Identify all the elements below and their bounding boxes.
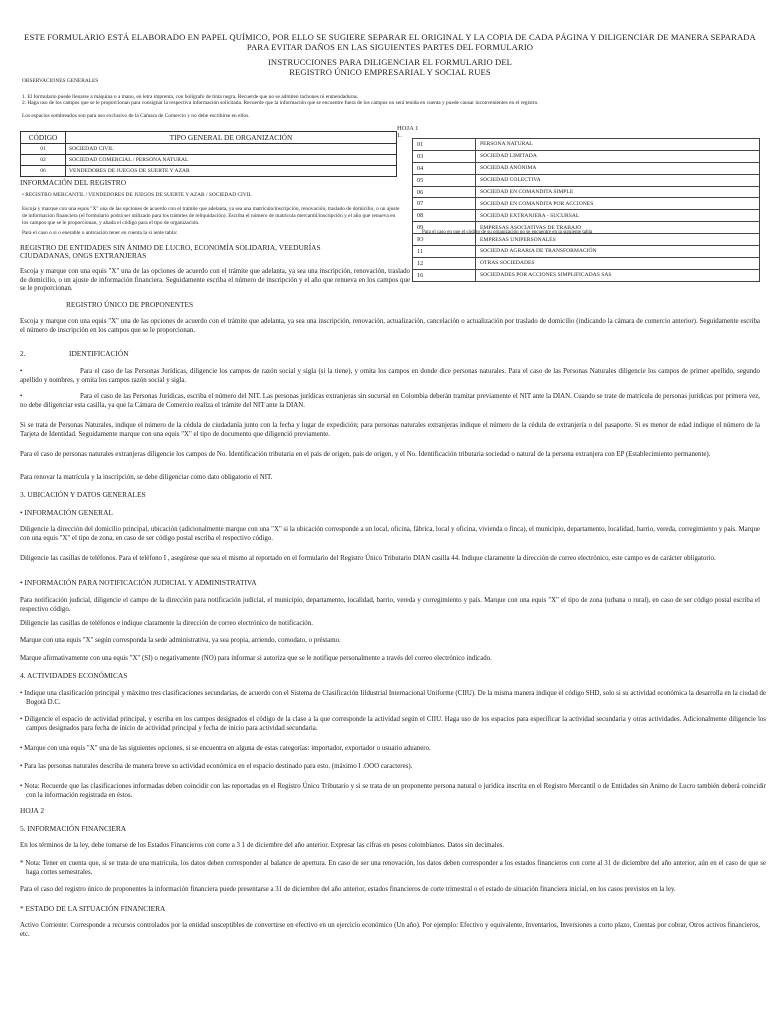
- rup-heading: REGISTRO ÚNICO DE PROPONENTES: [66, 300, 194, 309]
- row-label: SOCIEDAD LIMITADA: [476, 150, 760, 162]
- row-label: SOCIEDADES POR ACCIONES SIMPLIFICADAS SAS: [476, 269, 760, 281]
- observaciones-heading: OBSERVACIONES GENERALES: [22, 78, 99, 84]
- row-label: SOCIEDAD AGRARIA DE TRANSFORMACIÓN: [476, 246, 760, 258]
- table-row: [413, 174, 760, 186]
- table-row: [413, 150, 760, 162]
- informacion-general-subheading: • INFORMACIÓN GENERAL: [20, 508, 113, 517]
- info-registro-bullet: • REGISTRO MERCANTIL / VENDEDORES DE JUEGOS DE SUERTE Y AZAR / SOCIEDAD CIVIL: [22, 192, 252, 198]
- page-title-line-2: REGISTRO ÚNICO EMPRESARIAL Y SOCIAL RUES: [289, 67, 491, 77]
- column-header-tipo: TIPO GENERAL DE ORGANIZACIÓN: [66, 132, 397, 144]
- esal-heading-line-1: REGISTRO DE ENTIDADES SIN ÁNIMO DE LUCRO, ECONOMÍA SOLIDARIA, VEEDURÍAS: [20, 243, 321, 252]
- table-row: [413, 257, 760, 269]
- row-code: IO: [413, 234, 476, 246]
- table-row: [413, 162, 760, 174]
- row-code: 11: [413, 246, 476, 258]
- notificacion-subheading: • INFORMACIÓN PARA NOTIFICACIÓN JUDICIAL Y ADMINISTRATIVA: [20, 578, 257, 587]
- row-label: SOCIEDAD EN COMANDITA POR ACCIONES: [476, 198, 760, 210]
- row-code: 12: [413, 257, 476, 269]
- page-title-line-1: INSTRUCCIONES PARA DILIGENCIAR EL FORMULARIO DEL: [267, 57, 513, 67]
- row-code: 04: [413, 162, 476, 174]
- rup-paragraph: Escoja y marque con una equis "X" una de las opciones de acuerdo con el trámite que adelanta, ya sea una inscripción, renovación, actualización, cancelación o actualización por traslado de domicilio (indicando la cámara de comercio anterior). Seguidamente escriba el número de inscripción en los campos que se le proporcionan.: [20, 318, 760, 334]
- identificacion-paragraph-3: Si se trata de Personas Naturales, indique el número de la cédula de ciudadanía junto con la fecha y lugar de expedición; para personas naturales extranjeras indique el número de la cédula de extranjería o del pasaporte. Si es menor de edad indique el número de la Tarjeta de Identidad. Seguidamente marque con una equis "X" el tipo de documento que diligenció previamente.: [20, 422, 760, 438]
- hoja-2-label: HOJA 2: [20, 806, 45, 815]
- financiera-heading: 5. INFORMACIÓN FINANCIERA: [20, 824, 127, 833]
- ubicacion-paragraph-1: Diligencie la dirección del domicilio principal, ubicación (adicionalmente marque con una "X" si la ubicación corresponde a un local, oficina, fábrica, local y oficina, vivienda o finca), el municipio, departamento, localidad, barrio, vereda, corregimiento y país. Marque con una equis "X" el tipo de zona, en caso de ser código postal escriba el respectivo código.: [20, 526, 760, 542]
- row-label: SOCIEDAD EXTRANJERA - SUCURSAL: [476, 210, 760, 222]
- row-label: OTRAS SOCIEDADES: [476, 257, 760, 269]
- ubicacion-paragraph-5: Marque con una equis "X" según corresponda la sede administrativa, ya sea propia, arriendo, comodato, o préstamo.: [20, 637, 341, 644]
- row-label: VENDEDORES DE JUEGOS DE SUERTE Y AZAR: [66, 166, 397, 177]
- ubicacion-paragraph-6: Marque afirmativamente con una equis "X" (SI) o negativamente (NO) para informar si autoriza que se le notifique personalmente a través del correo electrónico indicado.: [20, 655, 492, 662]
- hoja-1-number: 1.: [397, 132, 402, 139]
- table-row: [413, 139, 760, 151]
- identificacion-heading: IDENTIFICACIÓN: [69, 349, 129, 358]
- identificacion-number: 2.: [20, 349, 26, 358]
- observaciones-note: Los espacios sombreados son para uso exclusivo de la Cámara de Comercio y no debe escribirse en ellos.: [22, 113, 250, 119]
- row-code: 01: [21, 144, 66, 155]
- row-code: 08: [413, 210, 476, 222]
- row-code: 06: [413, 186, 476, 198]
- actividades-bullet-4: • Para las personas naturales describa de manera breve su actividad económica en el espacio destinado para esto. (máximo I .OOO caracteres).: [20, 763, 413, 770]
- table-header-row: [21, 132, 397, 144]
- row-label: EMPRESAS ASOCIATIVAS DE TRABAJO: [476, 222, 760, 234]
- bullet-glyph: •: [20, 368, 23, 375]
- financiera-paragraph-1: En los términos de la ley, debe tomarse de los Estados Financieros con corte a 3 1 de diciembre del año anterior. Expresar las cifras en pesos colombianos. Datos sin decimales.: [20, 842, 505, 849]
- row-label: SOCIEDAD COLECTIVA: [476, 174, 760, 186]
- actividades-bullet-1: • Indique una clasificación principal y máximo tres clasificaciones secundarias, de acuerdo con el Sistema de Clasificación Iildustrial Internacional Uniforme (CIIU). De la misma manera indique el código SHD, solo si su actividad económica la desarrolla en la ciudad de Bogotá D.C.: [20, 690, 766, 706]
- actividades-bullet-3: • Marque con una equis "X" una de las siguientes opciones, si se encuentra en alguna de estas categorías: importador, exportador o usuario aduanero.: [20, 745, 431, 752]
- table-row: [413, 210, 760, 222]
- row-code: 07: [413, 198, 476, 210]
- info-registro-table-hint: Para el caso o si o enerable o anticación tener en cuenta la si iente tabla:: [22, 230, 178, 236]
- info-registro-paragraph: Escoja y marque con una equis "X" una de las opciones de acuerdo con el trámite que adelanta, ya sea una matrícula/inscripción, renovación, traslado de domicilio, o un ajuste de información financiera (el formulario podrá ser utilizado para los trámites de reliquidación). Escriba el número de matrícula mercantil/inscripción y el año que renueva en los campos que se le proporcionan, y añada el código para el tipo de organización.: [22, 206, 400, 226]
- row-label: SOCIEDAD CIVIL: [66, 144, 397, 155]
- estado-situacion-subheading: * ESTADO DE LA SITUACIÓN FINANCIERA: [20, 904, 166, 913]
- ubicacion-paragraph-3: Para notificación judicial, diligencie el campo de la dirección para notificación judicial, el municipio, departamento, localidad, barrio, vereda y corregimiento y país. Marque con una equis "X" el tipo de zona (urbana o rural), en caso de ser código postal escriba el respectivo código.: [20, 597, 760, 613]
- organization-type-table: [20, 131, 397, 177]
- info-registro-heading: INFORMACIÓN DEL REGISTRO: [20, 178, 127, 187]
- ubicacion-paragraph-4: Diligencie las casillas de teléfonos e indique claramente la dirección de correo electrónico de notificación.: [20, 620, 313, 627]
- actividades-bullet-2: • Diligencie el espacio de actividad principal, y escriba en los campos designados el código de la clase a la que corresponde la actividad según el CIIU. Haga uso de los espacios para especificar la actividad secundaria y otras actividades. Adicionalmente diligencie los campos designados para fecha de inicio de actividad principal y fecha de inicio para actividad secundaria.: [20, 716, 766, 732]
- esal-paragraph: Escoja y marque con una equis "X" una de las opciones de acuerdo con el trámite que adelanta, ya sea una inscripción, renovación, traslado de domicilio, o un ajuste de información financiera. Seguidamente escriba el número de inscripción y el año que renueva en los campos que se le proporcionan.: [20, 268, 410, 293]
- table-row: [21, 155, 397, 166]
- identificacion-paragraph-1: [20, 368, 760, 385]
- row-label: SOCIEDAD COMERCIAL / PERSONA NATURAL: [66, 155, 397, 166]
- row-code: 06: [21, 166, 66, 177]
- row-label: SOCIEDAD ANÓNIMA: [476, 162, 760, 174]
- row-label: EMPRESAS UNIPERSONALES: [476, 234, 760, 246]
- actividades-nota: • Nota: Recuerde que las clasificaciones informadas deben coincidir con las reportadas en el Registro Único Tributario y si se trata de un proponente persona natural o jurídica inscrita en el Registro Mercantil o de Entidades sin Animo de Lucro también deberá coincidir con la información registrada en éstos.: [20, 783, 766, 799]
- bullet-glyph: •: [20, 393, 23, 400]
- identificacion-paragraph-4: Para el caso de personas naturales extranjeras diligencie los campos de No. Identificación tributaria en el país de origen, país de origen, y el No. Identificación tributaria sociedad o natural de la persona extranjera con EP (Establecimiento permanente).: [20, 451, 711, 458]
- activo-corriente-paragraph: Activo Corriente: Corresponde a recursos controlados por la entidad susceptibles de convertirse en efectivo en un ejercicio económico (Un año). Por ejemplo: Efectivo y equivalente, Inventarios, Inversiones a corto plazo, Cuentas por cobrar, Otros activos financieros, etc.: [20, 922, 760, 938]
- table-row: [413, 198, 760, 210]
- sociedad-type-table: [412, 138, 760, 282]
- ubicacion-heading: 3. UBICACIÓN Y DATOS GENERALES: [20, 490, 146, 499]
- actividades-heading: 4. ACTIVIDADES ECONÓMICAS: [20, 671, 128, 680]
- row-label: PERSONA NATURAL: [476, 139, 760, 151]
- form-warning-line-2: PARA EVITAR DAÑOS EN LAS SIGUIENTES PARTES DEL FORMULARIO: [246, 42, 534, 52]
- observaciones-item-1: 1. El formulario puede llenarse a máquina o a mano, en letra imprenta, con bolígrafo de tinta negra. Recuerde que no se admiten tachones ni enmendaduras.: [22, 94, 359, 100]
- identificacion-text-2: Para el caso de las Personas Jurídicas, escriba el número del NIT. Las personas jurídicas extranjeras sin sucursal en Colombia deberán tramitar previamente el NIT ante la DIAN. Cuando se trate de matrícula de personas jurídicas por primera vez, no debe diligenciar esta casilla, ya que la Cámara de Comercio realiza el trámite del NIT ante la DIAN.: [20, 393, 760, 409]
- identificacion-paragraph-2: [20, 393, 760, 410]
- row-label: SOCIEDAD EN COMANDITA SIMPLE: [476, 186, 760, 198]
- table-row: [413, 269, 760, 281]
- table-overlap-note: Para el caso en que el código de su organización no se encuentre en la siguiente tabla: [422, 230, 593, 235]
- financiera-paragraph-3: Para el caso del registro único de proponentes la información financiera puede presentarse a 31 de diciembre del año anterior, estados financieros de corte trimestral o el estado de situación financiera inicial, en los casos previstos en la ley.: [20, 886, 676, 893]
- table-row: [21, 166, 397, 177]
- form-warning-line-1: ESTE FORMULARIO ESTÁ ELABORADO EN PAPEL QUÍMICO, POR ELLO SE SUGIERE SEPARAR EL ORIGINAL Y LA COPIA DE CADA PÁGINA Y DILIGENCIAR DE MANERA SEPARADA: [24, 32, 756, 42]
- row-code: 16: [413, 269, 476, 281]
- ubicacion-paragraph-2: Diligencie las casillas de teléfonos. Para el teléfono I , asegúrese que sea el mismo al reportado en el formulario del Registro Único Tributario DIAN casilla 44. Indique claramente la dirección de correo electrónico, este campo es de carácter obligatorio.: [20, 555, 716, 562]
- row-code: 01: [413, 139, 476, 151]
- row-code: 09: [413, 222, 476, 234]
- table-row: [21, 144, 397, 155]
- esal-heading-line-2: CIUDADANAS, ONGS EXTRANJERAS: [20, 251, 147, 260]
- row-code: 05: [413, 174, 476, 186]
- observaciones-item-2: 2. Haga uso de los campos que se le proporcionan para consignar la respectiva información solicitada. Recuerde que la información que se encuentre fuera de los campos no será tenida en cuenta y puede causar inconvenientes en el registro.: [22, 100, 539, 106]
- row-code: 02: [21, 155, 66, 166]
- column-header-codigo: CÓDIGO: [21, 132, 66, 144]
- hoja-1-label: HOJA 1: [397, 125, 419, 132]
- table-row: [413, 246, 760, 258]
- table-row: [413, 186, 760, 198]
- identificacion-text-1: Para el caso de las Personas Jurídicas, diligencie los campos de razón social y sigla (si la tiene), y omita los campos en donde dice personas naturales. Para el caso de las Personas Naturales diligencie los campos de primer apellido, segundo apellido y nombres, y omita los campos razón social y sigla.: [20, 368, 760, 384]
- row-code: 03: [413, 150, 476, 162]
- financiera-nota: * Nota: Tener en cuenta que, si se trata de una matrícula, los datos deben corresponder al balance de apertura. En caso de ser una renovación, los datos deben corresponder a los estados financieros con corte al 31 de diciembre del año anterior, aún en el caso de que se haga cortes semestrales.: [20, 860, 766, 876]
- identificacion-paragraph-5: Para renovar la matrícula y la inscripción, se debe diligenciar como dato obligatorio el NIT.: [20, 474, 273, 481]
